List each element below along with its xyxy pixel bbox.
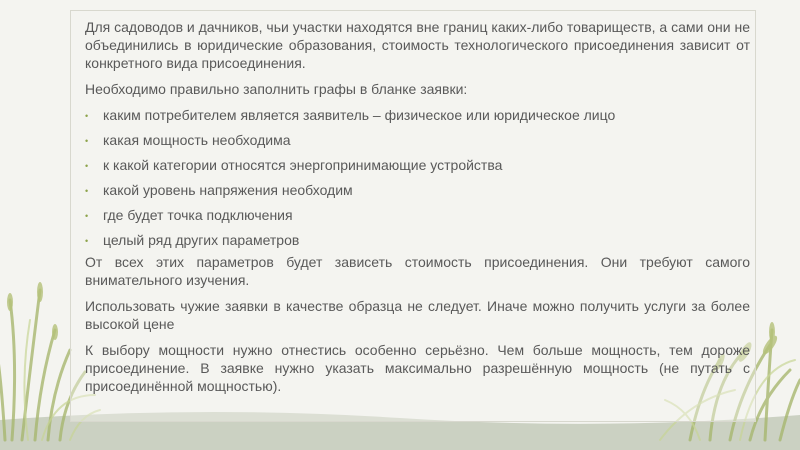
bullet-icon: • — [85, 111, 89, 121]
bullet-icon: • — [85, 236, 89, 246]
bullet-icon: • — [85, 161, 89, 171]
bullet-icon: • — [85, 186, 89, 196]
intro-paragraph: Для садоводов и дачников, чьи участки находятся вне границ каких-либо товариществ, а сами они не объединились в юридические образования, стоимость технологического присоединения зависит от конкретного вида присоединения. — [85, 19, 750, 71]
list-item: • каким потребителем является заявитель – физическое или юридическое лицо — [85, 107, 616, 123]
parameters-paragraph: От всех этих параметров будет зависеть стоимость присоединения. Они требуют самого внимательного изучения. — [85, 254, 750, 288]
list-item: • какая мощность необходима — [85, 132, 291, 148]
sample-warning-paragraph: Использовать чужие заявки в качестве образца не следует. Иначе можно получить услуги за более высокой цене — [85, 298, 750, 332]
bullet-icon: • — [85, 211, 89, 221]
slide-content — [85, 18, 750, 403]
list-item: • к какой категории относятся энергопринимающие устройства — [85, 157, 503, 173]
list-item: • где будет точка подключения — [85, 207, 293, 223]
power-choice-paragraph: К выбору мощности нужно отнестись особенно серьёзно. Чем больше мощность, тем дороже присоединение. В заявке нужно указать максимально разрешённую мощность (не путать с присоединённой мощностью). — [85, 342, 750, 394]
list-item: • целый ряд других параметров — [85, 232, 300, 248]
bullet-icon: • — [85, 136, 89, 146]
list-item: • какой уровень напряжения необходим — [85, 182, 353, 198]
form-instruction: Необходимо правильно заполнить графы в бланке заявки: — [85, 81, 468, 97]
bullet-list — [85, 106, 750, 251]
